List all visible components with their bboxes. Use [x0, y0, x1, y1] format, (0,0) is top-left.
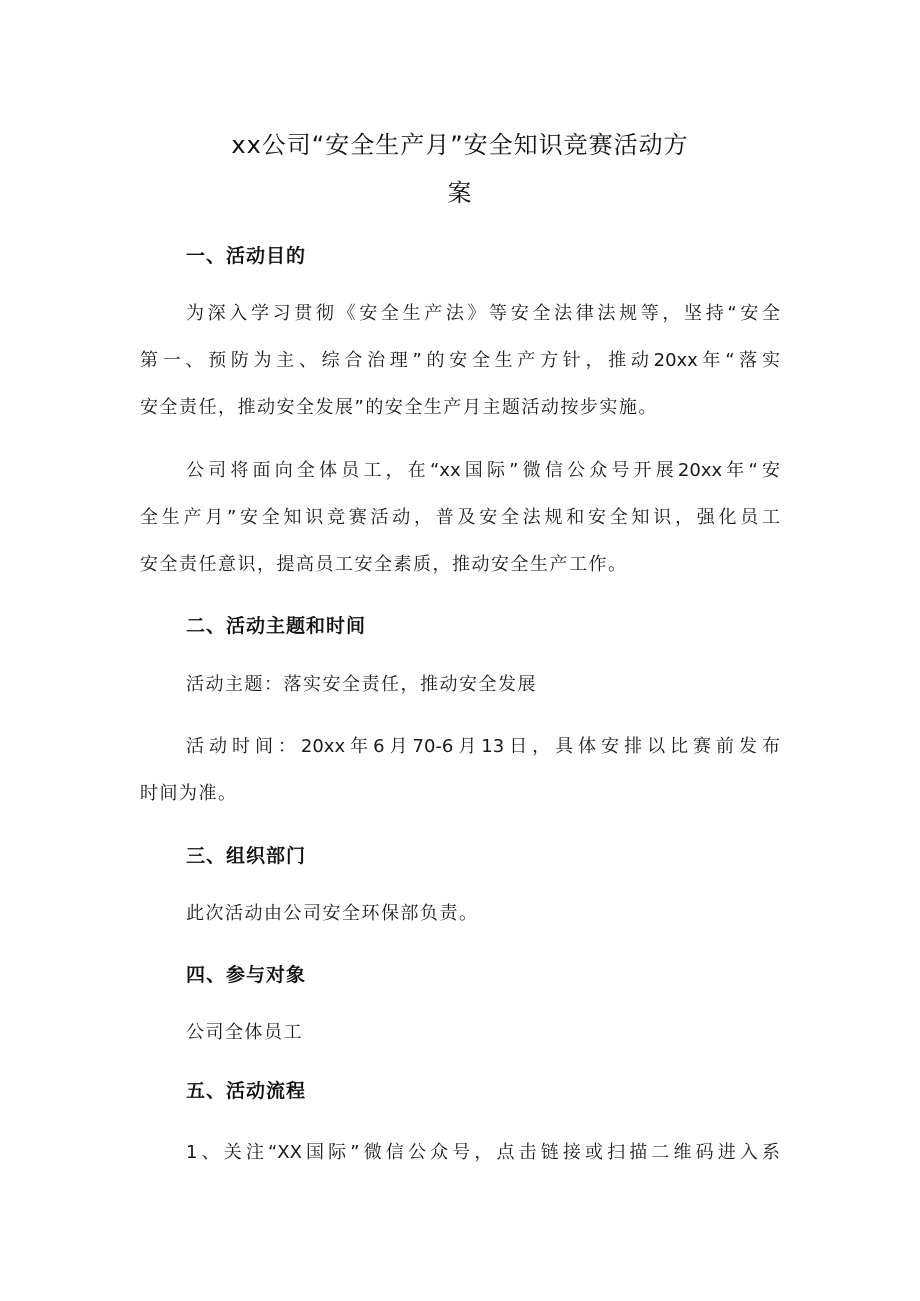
document-title-line-2: 案 — [447, 179, 473, 207]
paragraph-line: 时间为准。 — [140, 783, 238, 804]
paragraph-line: 活动时间：20xx年6月70-6月13日，具体安排以比赛前发布 — [186, 736, 780, 757]
paragraph-line: 活动主题：落实安全责任，推动安全发展 — [186, 674, 537, 695]
paragraph-line: 第一、预防为主、综合治理”的安全生产方针，推动20xx年“落实 — [140, 350, 780, 371]
paragraph-line: 安全责任意识，提高员工安全素质，推动安全生产工作。 — [140, 554, 628, 575]
paragraph-line: 安全责任，推动安全发展”的安全生产月主题活动按步实施。 — [140, 397, 658, 418]
paragraph-line: 1、关注“XX国际”微信公众号，点击链接或扫描二维码进入系 — [186, 1142, 780, 1163]
paragraph-line: 为深入学习贯彻《安全生产法》等安全法律法规等，坚持“安全 — [186, 303, 780, 324]
section-heading-organizer: 三、组织部门 — [186, 845, 307, 867]
paragraph-line: 此次活动由公司安全环保部负责。 — [186, 903, 479, 924]
section-heading-purpose: 一、活动目的 — [186, 245, 307, 267]
paragraph-line: 公司将面向全体员工，在“xx国际”微信公众号开展20xx年“安 — [186, 460, 780, 481]
paragraph-line: 全生产月”安全知识竞赛活动，普及安全法规和安全知识，强化员工 — [140, 507, 780, 528]
document-title-line-1: xx公司“安全生产月”安全知识竞赛活动方 — [231, 131, 689, 159]
section-heading-participants: 四、参与对象 — [186, 964, 307, 986]
section-heading-theme-time: 二、活动主题和时间 — [186, 615, 367, 637]
paragraph-line: 公司全体员工 — [186, 1022, 303, 1043]
section-heading-process: 五、活动流程 — [186, 1080, 307, 1102]
